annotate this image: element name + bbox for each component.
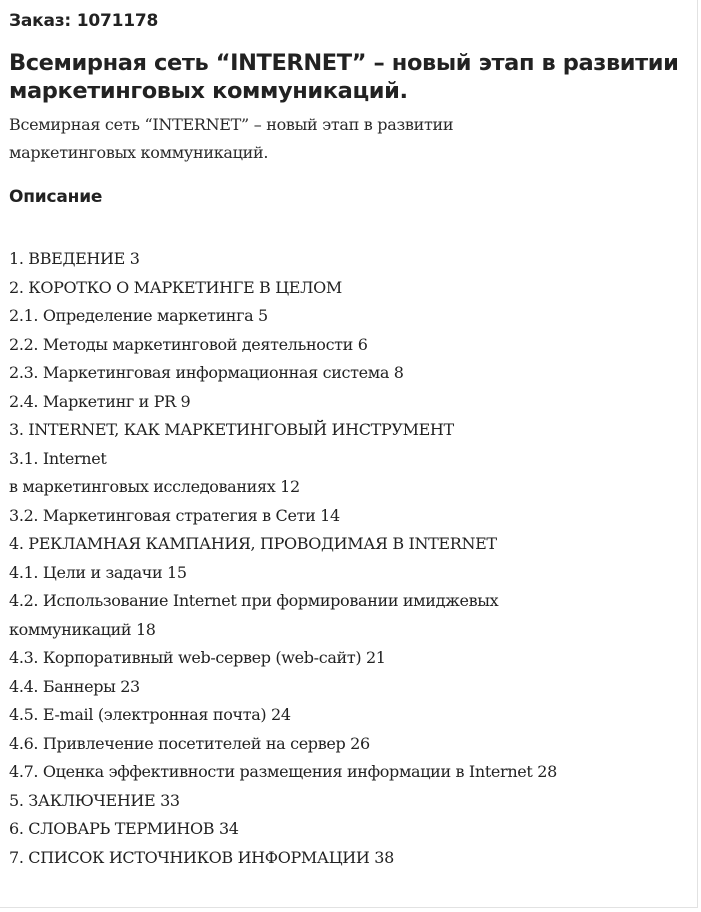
- toc-item: 3.1. Internet: [9, 448, 107, 468]
- document-title: [9, 49, 693, 105]
- toc-item: 3. INTERNET, КАК МАРКЕТИНГОВЫЙ ИНСТРУМЕНТ: [9, 420, 454, 439]
- document-subtitle-line: Всемирная сеть “INTERNET” – новый этап в развитии: [9, 115, 454, 134]
- description-heading: Описание: [9, 187, 103, 207]
- toc-item: 3.2. Маркетинговая стратегия в Сети 14: [9, 505, 340, 525]
- toc-item: 2.1. Определение маркетинга 5: [9, 306, 268, 325]
- toc-item: 2. КОРОТКО О МАРКЕТИНГЕ В ЦЕЛОМ: [9, 277, 342, 297]
- toc-item: 5. ЗАКЛЮЧЕНИЕ 33: [9, 790, 180, 810]
- toc-item: 2.4. Маркетинг и PR 9: [9, 391, 191, 411]
- toc-item: 2.3. Маркетинговая информационная система 8: [9, 363, 404, 382]
- document-title-line: маркетинговых коммуникаций.: [9, 78, 408, 104]
- toc-item: 4.2. Использование Internet при формировании имиджевых: [9, 591, 499, 610]
- toc-item: 4.6. Привлечение посетителей на сервер 26: [9, 733, 370, 753]
- toc-item: 4.5. E-mail (электронная почта) 24: [9, 705, 291, 724]
- toc-item: коммуникаций 18: [9, 619, 156, 639]
- toc-item: 4.1. Цели и задачи 15: [9, 562, 187, 582]
- document-subtitle: [9, 111, 693, 167]
- toc-item: 2.2. Методы маркетинговой деятельности 6: [9, 334, 368, 354]
- document-subtitle-line: маркетинговых коммуникаций.: [9, 143, 269, 162]
- toc-item: 6. СЛОВАРЬ ТЕРМИНОВ 34: [9, 819, 239, 838]
- toc-item: 1. ВВЕДЕНИЕ 3: [9, 249, 140, 268]
- toc-item: 4.4. Баннеры 23: [9, 676, 140, 696]
- toc-item: 4.7. Оценка эффективности размещения информации в Internet 28: [9, 762, 557, 781]
- table-of-contents: [9, 245, 693, 872]
- document-title-line: Всемирная сеть “INTERNET” – новый этап в развитии: [9, 50, 679, 76]
- order-number: Заказ: 1071178: [9, 11, 159, 31]
- toc-item: 7. СПИСОК ИСТОЧНИКОВ ИНФОРМАЦИИ 38: [9, 847, 394, 867]
- toc-item: 4. РЕКЛАМНАЯ КАМПАНИЯ, ПРОВОДИМАЯ В INTERNET: [9, 534, 497, 553]
- toc-item: 4.3. Корпоративный web-сервер (web-сайт) 21: [9, 648, 386, 667]
- toc-item: в маркетинговых исследованиях 12: [9, 477, 300, 496]
- document-content: [9, 10, 693, 872]
